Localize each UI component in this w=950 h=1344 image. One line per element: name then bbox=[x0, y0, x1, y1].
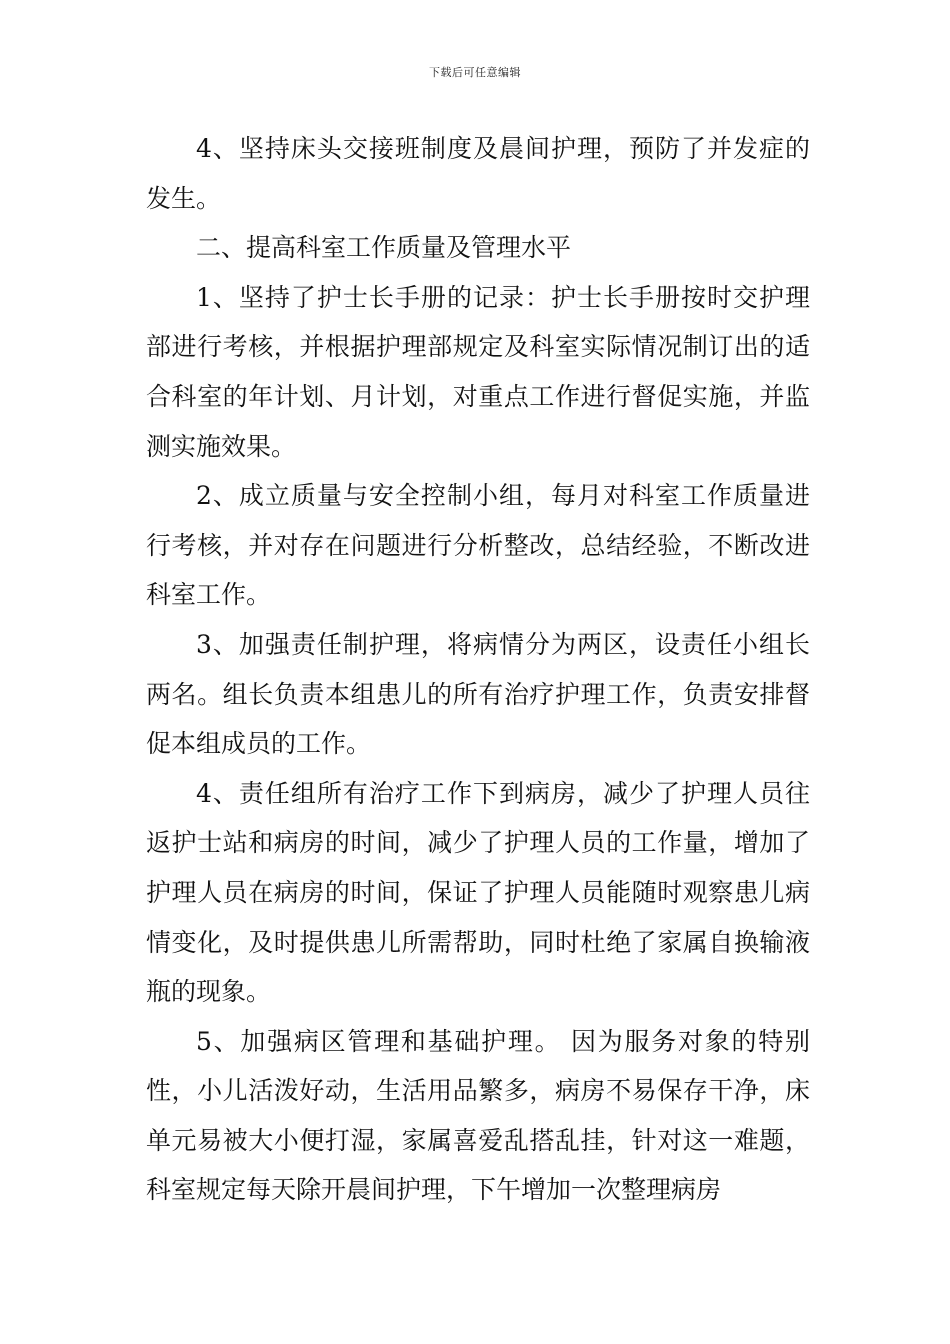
paragraph-handover-system: 4、坚持床头交接班制度及晨间护理，预防了并发症的发生。 bbox=[146, 134, 810, 213]
paragraph-ward-treatment: 4、责任组所有治疗工作下到病房，减少了护理人员往返护士站和病房的时间，减少了护理人员的工作量，增加了护理人员在病房的时间，保证了护理人员能随时观察患儿病情变化，及时提供患儿所需帮助，同时杜绝了家属自换输液瓶的现象。 bbox=[146, 778, 810, 1007]
paragraph-responsibility-nursing: 3、加强责任制护理，将病情分为两区，设责任小组长两名。组长负责本组患儿的所有治疗护理工作，负责安排督促本组成员的工作。 bbox=[146, 629, 810, 759]
paragraph-head-nurse-manual: 1、坚持了护士长手册的记录：护士长手册按时交护理部进行考核，并根据护理部规定及科室实际情况制订出的适合科室的年计划、月计划，对重点工作进行督促实施，并监测实施效果。 bbox=[146, 282, 810, 461]
page-header: 下载后可任意编辑 bbox=[429, 66, 521, 79]
paragraph-ward-management: 5、加强病区管理和基础护理。 因为服务对象的特别性，小儿活泼好动，生活用品繁多，病房不易保存干净，床单元易被大小便打湿，家属喜爱乱搭乱挂，针对这一难题，科室规定每天除开晨间护理，下午增加一次整理病房 bbox=[146, 1026, 810, 1205]
section-heading-quality-management: 二、提高科室工作质量及管理水平 bbox=[196, 233, 572, 263]
document-body bbox=[146, 124, 810, 1215]
paragraph-quality-control-group: 2、成立质量与安全控制小组，每月对科室工作质量进行考核，并对存在问题进行分析整改，总结经验，不断改进科室工作。 bbox=[146, 481, 810, 610]
